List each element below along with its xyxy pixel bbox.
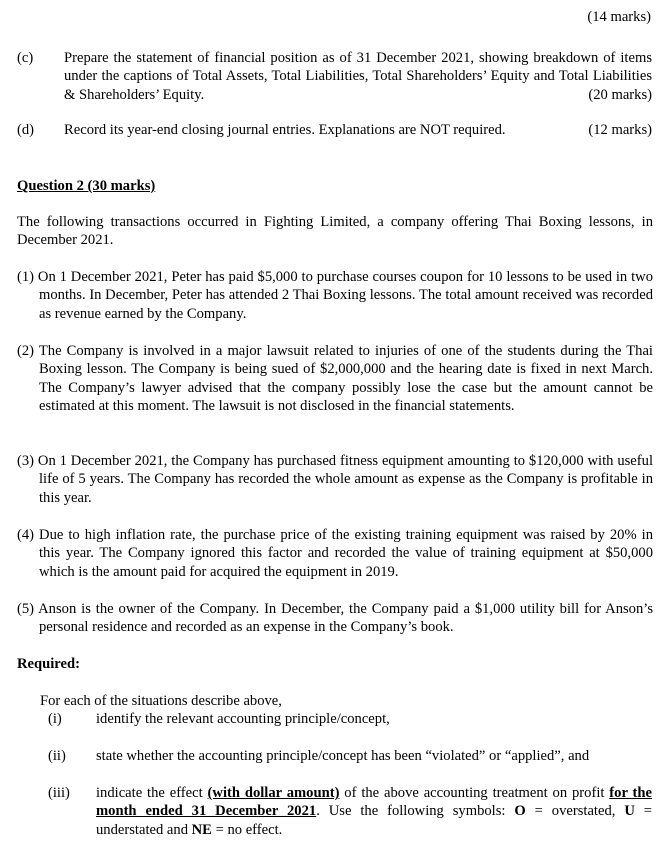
symbol-o: O	[514, 803, 526, 820]
transaction-item-3	[17, 452, 653, 507]
sub-iii-post: . Use the following symbols:	[316, 803, 515, 820]
item-text: The Company is involved in a major lawsuit related to injuries of one of the students during the Thai Boxing lesson. The Company is being sued of $2,000,000 and the hearing date is fixed in next March. The Company’s lawyer advised that the company possibly lose the case but the amount cannot be estimated at this moment. The lawsuit is not disclosed in the financial statements.	[38, 343, 653, 415]
item-text: Anson is the owner of the Company. In December, the Company paid a $1,000 utility bill for Anson’s personal residence and recorded as an expense in the Company’s book.	[38, 601, 653, 636]
item-text: On 1 December 2021, Peter has paid $5,000 to purchase courses coupon for 10 lessons to be used in two months. In December, Peter has attended 2 Thai Boxing lessons. The total amount received was recorded as revenue earned by the Company.	[37, 269, 653, 322]
question-2-intro: The following transactions occurred in Fighting Limited, a company offering Thai Boxing lessons, in December 2021.	[17, 214, 653, 249]
item-number: (5)	[17, 601, 35, 617]
symbol-ne-meaning: = no effect.	[211, 821, 283, 838]
transaction-item-1	[17, 268, 653, 323]
sub-ii-number: (ii)	[48, 748, 66, 764]
item-number: (3)	[17, 453, 35, 469]
sub-iii-text	[96, 784, 652, 839]
sub-iii-pre: indicate the effect	[96, 785, 208, 801]
sub-ii-text: state whether the accounting principle/concept has been “violated” or “applied”, and	[96, 748, 590, 764]
sub-iii-bold-period: for the month ended 31 December 2021	[96, 785, 652, 820]
question-2-heading	[17, 177, 155, 195]
required-intro: For each of the situations describe above,	[40, 693, 282, 709]
part-c-label: (c)	[17, 50, 34, 66]
part-c-text: Prepare the statement of financial position as of 31 December 2021, showing breakdown of items under the captions of Total Assets, Total Liabilities, Total Shareholders’ Equity and Total Liabilities & Shareholders’ Equity.	[64, 50, 652, 103]
symbol-u-meaning: = understated and	[96, 803, 652, 838]
transaction-item-5	[17, 600, 653, 637]
required-heading: Required:	[17, 656, 80, 672]
part-d-marks: (12 marks)	[588, 122, 652, 138]
sub-iii-mid: of the above accounting treatment on profit	[339, 785, 610, 801]
part-c-marks: (20 marks)	[588, 87, 652, 103]
sub-iii-number: (iii)	[48, 785, 70, 801]
top-marks: (14 marks)	[587, 9, 651, 25]
item-number: (4)	[17, 527, 35, 543]
sub-i-text: identify the relevant accounting principle/concept,	[96, 711, 390, 727]
sub-i-number: (i)	[48, 711, 62, 727]
symbol-ne: NE	[191, 821, 212, 838]
question-2-heading-text: Question 2 (30 marks)	[17, 178, 156, 194]
sub-iii-bold-dollar: (with dollar amount)	[207, 785, 340, 801]
symbol-o-meaning: = overstated,	[525, 803, 625, 820]
part-d-label: (d)	[17, 122, 35, 138]
symbol-u: U	[624, 803, 635, 820]
item-text: On 1 December 2021, the Company has purchased fitness equipment amounting to $120,000 with useful life of 5 years. The Company has recorded the whole amount as expense as the Company is profitable in this year.	[37, 453, 653, 506]
item-text: Due to high inflation rate, the purchase price of the existing training equipment was raised by 20% in this year. The Company ignored this factor and recorded the value of training equipment at $50,000 which is the amount paid for acquired the equipment in 2019.	[39, 527, 653, 580]
item-number: (1)	[17, 269, 35, 285]
part-d-text: Record its year-end closing journal entries. Explanations are NOT required.	[64, 122, 506, 138]
item-number: (2)	[17, 343, 35, 359]
transaction-item-2	[17, 342, 653, 416]
transaction-item-4	[17, 526, 653, 581]
